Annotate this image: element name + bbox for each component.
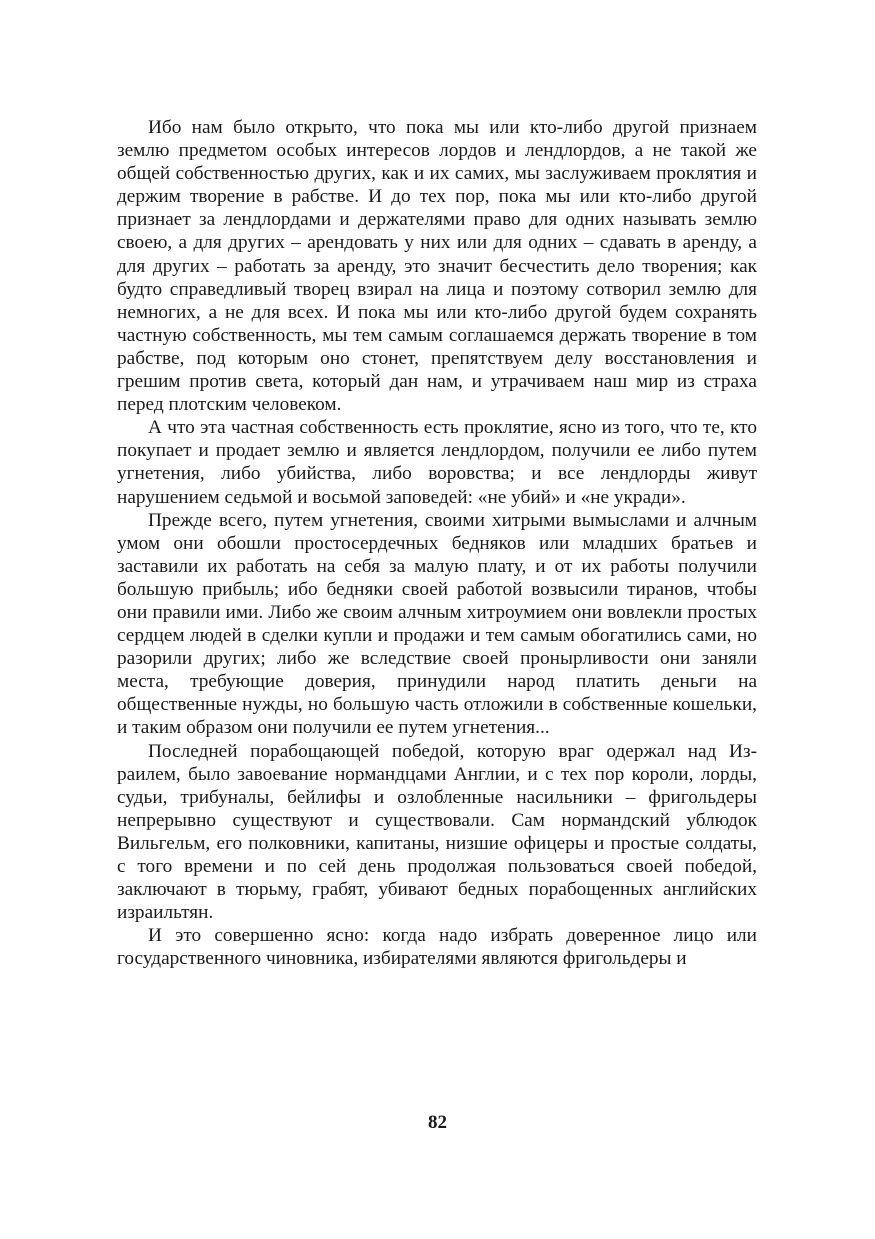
paragraph: Прежде всего, путем угнетения, своими хитрыми вымыслами и алчным умом они обошли простосердечных бедняков или младших братьев и заставили их работать на себя за малую плату, и от их работы получили большую прибыль; ибо бедняки своей работой возвысили тиранов, чтобы они правили ими. Либо же своим алчным хитроумием они вовлекли простых сердцем людей в сделки купли и продажи и тем самым обогатились сами, но разорили других; либо же вследствие своей пронырливости они заняли места, требующие доверия, принудили народ платить деньги на общественные нужды, но большую часть отложили в собственные кошельки, и таким образом они получили ее путем угнетения... <box>117 509 757 739</box>
paragraph: А что эта частная собственность есть проклятие, ясно из того, что те, кто покупает и продает землю и является лендлордом, получили ее либо путем угнетения, либо убийства, либо воровства; и все лендлорды живут нарушением седьмой и восьмой заповедей: «не убий» и «не укради». <box>117 417 757 508</box>
paragraph: Последней порабощающей победой, которую враг одержал над Израилем, было завоевание нормандцами Англии, и с тех пор короли, лорды, судьи, трибуналы, бейлифы и озлобленные насильники – фригольдеры непрерывно существуют и существовали. Сам нормандский ублюдок Вильгельм, его полковники, капитаны, низшие офицеры и простые солдаты, с того времени и по сей день продолжая пользоваться своей победой, заключают в тюрьму, грабят, убивают бедных порабощенных английских израильтян. <box>117 740 757 924</box>
paragraph: Ибо нам было открыто, что пока мы или кто-либо другой признаем землю предметом особых интересов лордов и лендлордов, а не такой же общей собственностью других, как и их самих, мы заслуживаем проклятия и держим творение в рабстве. И до тех пор, пока мы или кто-либо другой признает за лендлордами и держателями право для одних называть землю своею, а для других – арендовать у них или для одних – сдавать в аренду, а для других – работать за аренду, это значит бесчестить дело творения; как будто справедливый творец взирал на лица и поэтому сотворил землю для немногих, а не для всех. И пока мы или кто-либо другой будем сохранять частную собственность, мы тем самым соглашаемся держать творение в том рабстве, под которым оно стонет, препятствуем делу восстановления и грешим против света, который дан нам, и утрачиваем наш мир из страха перед плотским человеком. <box>117 117 757 416</box>
page-number: 82 <box>428 1112 447 1133</box>
body-text <box>117 116 757 970</box>
paragraph: И это совершенно ясно: когда надо избрать доверенное лицо или государственного чиновника, избирателями являются фригольдеры и <box>117 925 757 970</box>
